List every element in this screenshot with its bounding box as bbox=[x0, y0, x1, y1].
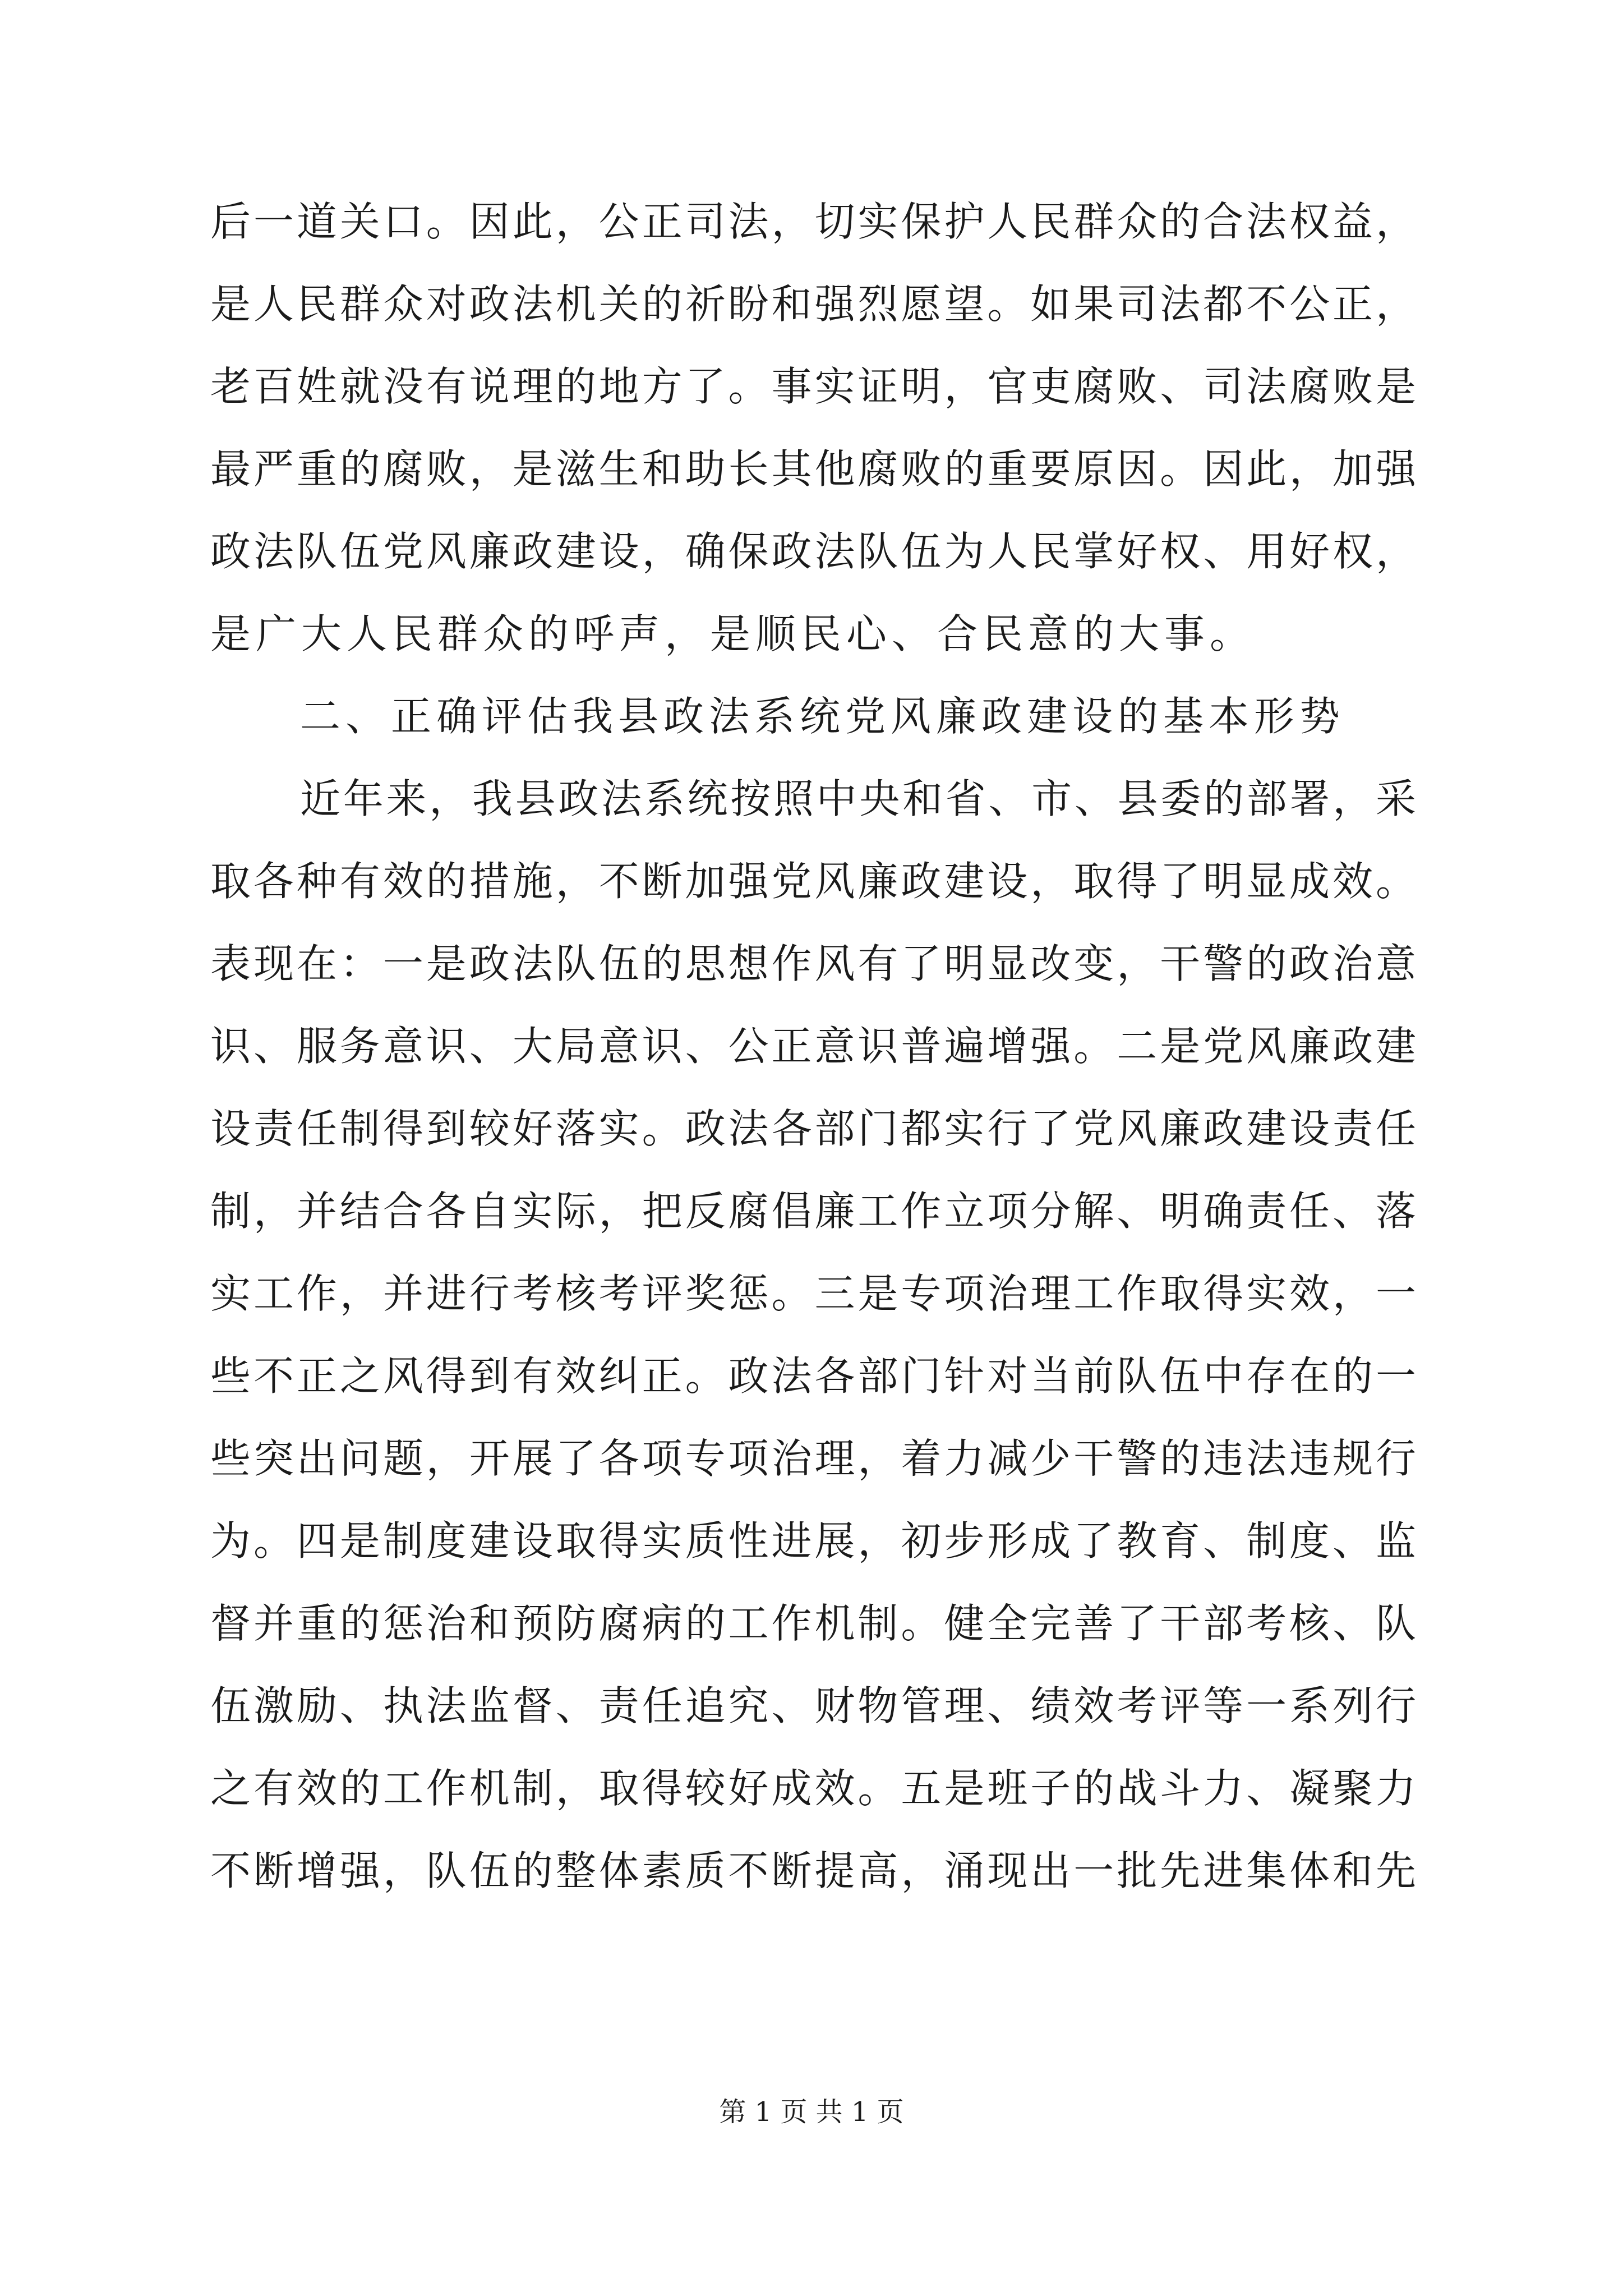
text-line: 老百姓就没有说理的地方了。事实证明，官吏腐败、司法腐败是 bbox=[210, 363, 1416, 410]
page-number-footer: 第 1 页 共 1 页 bbox=[719, 2096, 904, 2128]
text-line: 为。四是制度建设取得实质性进展，初步形成了教育、制度、监 bbox=[210, 1517, 1416, 1565]
text-line: 些突出问题，开展了各项专项治理，着力减少干警的违法违规行 bbox=[210, 1435, 1416, 1482]
text-line: 后一道关口。因此，公正司法，切实保护人民群众的合法权益， bbox=[210, 198, 1416, 245]
text-line: 表现在：一是政法队伍的思想作风有了明显改变，干警的政治意 bbox=[210, 940, 1416, 987]
section-heading: 二、正确评估我县政法系统党风廉政建设的基本形势 bbox=[300, 693, 1345, 740]
text-line: 是人民群众对政法机关的祈盼和强烈愿望。如果司法都不公正， bbox=[210, 280, 1416, 328]
text-line: 取各种有效的措施，不断加强党风廉政建设，取得了明显成效。 bbox=[210, 858, 1416, 905]
text-line: 制，并结合各自实际，把反腐倡廉工作立项分解、明确责任、落 bbox=[210, 1188, 1416, 1235]
text-line: 实工作，并进行考核考评奖惩。三是专项治理工作取得实效，一 bbox=[210, 1270, 1416, 1317]
text-line: 督并重的惩治和预防腐病的工作机制。健全完善了干部考核、队 bbox=[210, 1600, 1416, 1647]
text-line: 政法队伍党风廉政建设，确保政法队伍为人民掌好权、用好权， bbox=[210, 528, 1416, 575]
text-line: 设责任制得到较好落实。政法各部门都实行了党风廉政建设责任 bbox=[210, 1105, 1416, 1152]
text-line: 伍激励、执法监督、责任追究、财物管理、绩效考评等一系列行 bbox=[210, 1682, 1416, 1729]
text-line: 识、服务意识、大局意识、公正意识普遍增强。二是党风廉政建 bbox=[210, 1023, 1416, 1070]
text-line: 是广大人民群众的呼声，是顺民心、合民意的大事。 bbox=[210, 610, 1256, 657]
document-body bbox=[210, 181, 1416, 1912]
text-line: 些不正之风得到有效纠正。政法各部门针对当前队伍中存在的一 bbox=[210, 1352, 1416, 1400]
text-line: 之有效的工作机制，取得较好成效。五是班子的战斗力、凝聚力 bbox=[210, 1765, 1416, 1812]
text-line: 不断增强，队伍的整体素质不断提高，涌现出一批先进集体和先 bbox=[210, 1847, 1416, 1894]
text-line: 近年来，我县政法系统按照中央和省、市、县委的部署，采 bbox=[300, 775, 1416, 822]
text-line: 最严重的腐败，是滋生和助长其他腐败的重要原因。因此，加强 bbox=[210, 445, 1416, 493]
